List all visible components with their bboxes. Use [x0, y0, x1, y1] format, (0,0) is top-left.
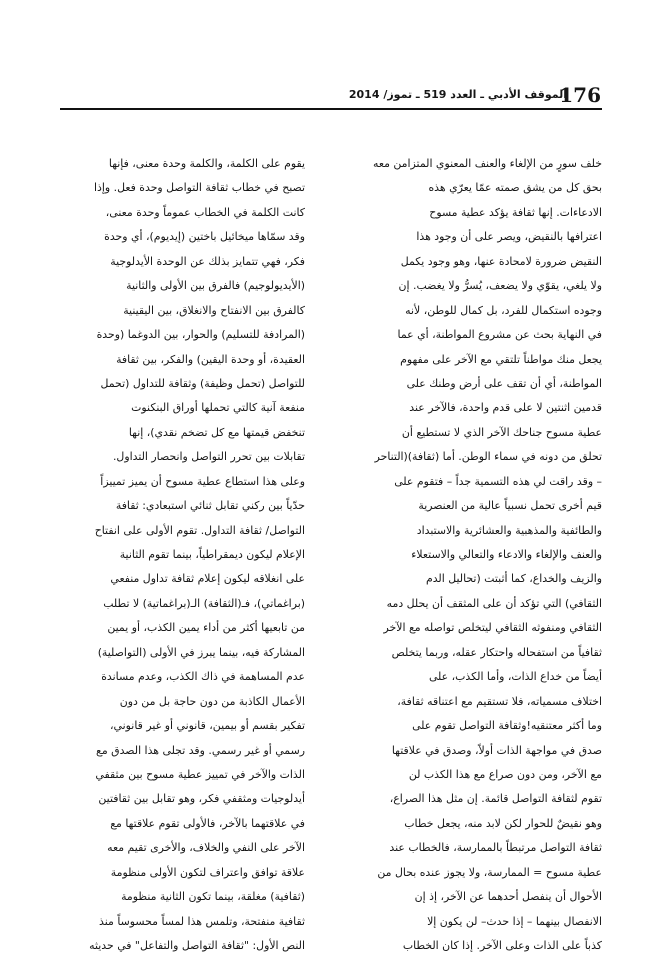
text-line: تحلق من دونه في سماء الوطن. أما (ثقافة)(التناحر: [374, 450, 602, 464]
text-line: وعلى هذا استطاع عطية مسوح أن يميز تمييزاً: [100, 474, 305, 488]
text-line: تنخفض قيمتها مع كل تضخم نقدي)، إنها: [128, 425, 305, 439]
text-line: يقوم على الكلمة، والكلمة وحدة معنى، فإنها: [108, 157, 305, 170]
text-line: تفكير بقسم أو بيمين، قانوني أو غير قانوني،: [110, 719, 305, 733]
running-title: الموقف الأدبي ـ العدد 519 ـ تموز/ 2014: [348, 88, 567, 101]
text-line: – وقد راقت لي هذه التسمية جداً – فتقوم على: [394, 474, 602, 488]
text-line: من تابعيها أكثر من أداء يمين الكذب، أو يمين: [107, 621, 305, 635]
text-line: كالفرق بين الانفتاح والانغلاق، بين اليقينية: [123, 303, 305, 317]
text-line: منفعة آنية كالتي تحملها أوراق البنكنوت: [131, 401, 305, 415]
text-line: اختلاف مسمياته، فلا تستقيم مع اعتناقه ثقافة،: [397, 694, 602, 708]
text-line: تقابلات بين تحرر التواصل وانحصار التداول.: [112, 450, 305, 464]
text-line: والزيف والخداع، كما أثبتت (تحاليل الدم: [425, 572, 602, 586]
text-line: الانفصال بينهما – إذا حدث– لن يكون إلا: [427, 914, 602, 928]
text-line: بحق كل من يشق صمته عمّا يعرّي هذه: [428, 181, 602, 195]
text-line: والعنف والإلغاء والادعاء والتعالي والاستعلاء: [411, 548, 602, 561]
text-line: الادعاءات. إنها ثقافة يؤكد عطية مسوح: [429, 205, 602, 219]
text-line: الإعلام ليكون ديمقراطياً، بينما تقوم الثانية: [119, 548, 305, 561]
text-line: كذباً على الذات وعلى الآخر. إذا كان الخطاب: [402, 939, 602, 952]
text-line: على انغلاقه ليكون إعلام ثقافة تداول منفعي: [110, 572, 305, 586]
text-line: صدق في مواجهة الذات أولاً، وصدق في علاقتها: [391, 743, 602, 757]
text-line: يجعل منك مواطناً تلتقي مع الآخر على مفهوم: [400, 352, 602, 366]
text-line: للتواصل (تحمل وظيفة) وثقافة للتداول (تحمل: [100, 376, 305, 390]
text-line: الذات والآخر في تمييز عطية مسوح بين مثقفي: [95, 767, 305, 781]
text-line: الثقافي) التي تؤكد أن على المثقف أن يحلل دمه: [386, 596, 602, 610]
text-line: ولا يلغي، يقوّي ولا يضعف، يُسرُّ ولا يغضب. إن: [398, 279, 602, 293]
text-line: الأعمال الكاذبة من دون حاجة بل من دون: [119, 694, 305, 708]
text-line: وهو نقيضٌ للحوار لكن لابد منه، يجعل خطاب: [404, 816, 602, 830]
text-line: وقد سمّاها ميخائيل باختين (إيديوم)، أي وحدة: [104, 230, 305, 244]
text-line: قدمين اثنتين لا على قدم واحدة، فالآخر عند: [409, 401, 602, 415]
text-line: ثقافياً من استفحاله واحتكار عقله، وربما يتخلص: [391, 645, 602, 659]
text-line: فكر، فهي تتمايز بذلك عن الوحدة الأيدلوجية: [110, 254, 305, 268]
text-line: تصبح في خطاب ثقافة التواصل وحدة فعل. وإذا: [94, 181, 305, 195]
text-line: أيدلوجيات ومثقفي فكر، وهو تقابل بين ثقافتين: [98, 792, 305, 806]
text-line: النص الأول: "ثقافة التواصل والتفاعل" في حديثه: [89, 939, 305, 952]
text-line: الثقافي ومنفوثه الثقافي ليتخلص تواصله مع الآخر: [383, 621, 602, 635]
text-line: المواطنة، أي أن تقف على أرض وطنك على: [406, 376, 602, 390]
text-line: (ثقافية) مغلقة، بينما تكون الثانية منظومة: [121, 890, 305, 904]
text-line: في علاقتهما بالآخر، فالأولى تقوم علاقتها مع: [110, 816, 305, 830]
text-column-left: [59, 152, 305, 958]
text-line: العقيدة، أو وحدة اليقين) والفكر، بين ثقافة: [116, 352, 305, 366]
text-line: عطية مسوح جناحك الآخر الذي لا تستطيع أن: [401, 425, 602, 439]
text-line: حدّياً بين ركني تقابل ثنائي استبعادي: ثقافة: [115, 499, 305, 513]
text-line: التواصل/ ثقافة التداول. تقوم الأولى على انفتاح: [94, 523, 305, 537]
text-line: كانت الكلمة في الخطاب عموماً وحدة معنى،: [105, 205, 305, 219]
text-line: وجوده استكمال للفرد، بل كمال للوطن، لأنه: [405, 303, 602, 317]
text-line: الآخر على النفي والخلاف، والأخرى تقيم معه: [107, 841, 305, 855]
text-column-right: [356, 152, 602, 958]
text-line: (براغماتي)، فـ(الثقافة) الـ(براغماتية) لا تطلب: [103, 596, 305, 610]
text-line: علاقة توافق واعتراف لتكون الأولى منظومة: [110, 865, 305, 879]
text-line: وما أكثر معتنقيه!وثقافة التواصل تقوم على: [412, 719, 602, 733]
text-line: خلف سورٍ من الإلغاء والعنف المعنوي المتزامن معه: [373, 157, 602, 170]
header-rule: [60, 108, 602, 110]
text-line: قيم أخرى تحمل نسبياً عالية من العنصرية: [418, 499, 602, 513]
text-line: ثقافية منفتحة، وتلمس هذا لمساً محسوساً منذ: [99, 914, 305, 928]
text-line: رسمي أو غير رسمي. وقد تجلى هذا الصدق مع: [96, 743, 305, 757]
text-line: (الأيديولوجيم) فالفرق بين الأولى والثانية: [126, 279, 305, 293]
text-line: في النهاية بحث عن مشروع المواطنة، أي عما: [397, 328, 602, 342]
text-line: النقيض ضرورة لامحادة عنها، وهو وجود يكمل: [400, 254, 602, 268]
page-header: [348, 83, 601, 108]
text-line: اعترافها بالنقيض، ويصر على أن وجود هذا: [416, 230, 602, 244]
text-line: أيضاً من خداع الذات، وأما الكذب، على: [428, 670, 602, 684]
page-number: 176: [559, 83, 601, 107]
text-line: الأحوال أن ينفصل أحدهما عن الآخر، إذ إن: [414, 890, 602, 904]
text-line: ثقافة التواصل مرتبطاً بالممارسة، فالخطاب عند: [389, 841, 602, 855]
text-line: تقوم لثقافة التواصل قائمة. إن مثل هذا الصراع،: [389, 792, 602, 806]
text-line: المشاركة فيه، بينما يبرز في الأولى (التواصلية): [97, 645, 305, 659]
text-line: (المرادفة للتسليم) والحوار، بين الدوغما (وحدة: [96, 328, 305, 342]
text-line: عدم المساهمة في ذاك الكذب، وعدم مساندة: [101, 670, 305, 684]
text-line: مع الآخر، ومن دون صراع مع هذا الكذب لن: [408, 767, 602, 781]
text-line: عطية مسوح = الممارسة، ولا يجوز عنده بحال من: [377, 865, 602, 879]
text-line: والطائفية والمذهبية والعشائرية والاستبداد: [416, 523, 602, 537]
